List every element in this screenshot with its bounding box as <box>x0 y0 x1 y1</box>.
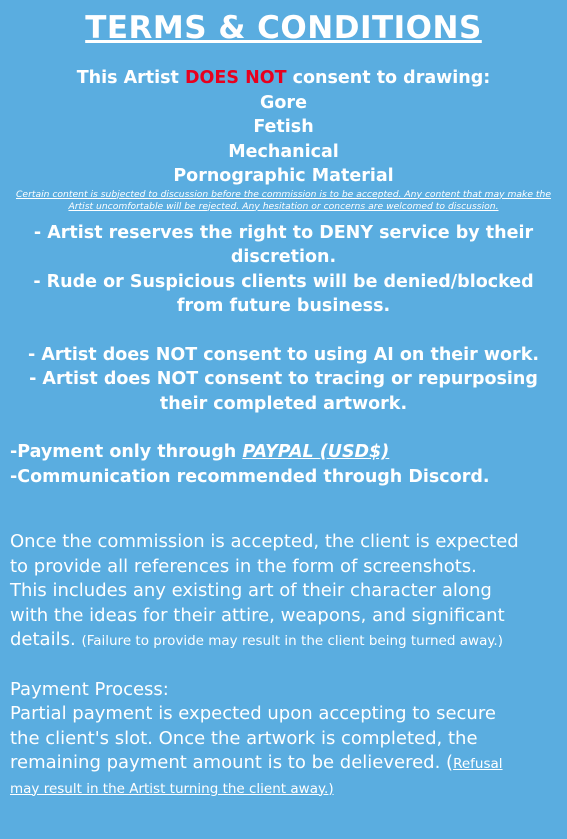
rule-deny-line1: - Artist reserves the right to DENY service by their <box>33 222 534 243</box>
consent-item-pornographic: Pornographic Material <box>173 166 394 186</box>
rule-rude-line2: from future business. <box>176 296 391 316</box>
references-note: (Failure to provide may result in the client being turned away.) <box>81 633 503 649</box>
references-paragraph <box>10 530 557 654</box>
rule-deny-line2: discretion. <box>230 247 337 267</box>
consent-heading <box>10 66 557 91</box>
payment-process-heading: Payment Process: <box>10 678 169 700</box>
rule-ai: - Artist does NOT consent to using AI on their work. <box>28 344 539 365</box>
rule-tracing-line1: - Artist does NOT consent to tracing or repurposing <box>29 369 538 389</box>
consent-item-mechanical: Mechanical <box>228 141 339 162</box>
references-line5: details. <box>10 629 76 650</box>
references-line4: with the ideas for their attire, weapons, and significant <box>10 604 505 626</box>
page-title: TERMS & CONDITIONS <box>85 10 482 46</box>
payment-process-note-part2: may result in the Artist turning the client away.) <box>10 780 334 797</box>
rule-tracing-line2: their completed artwork. <box>159 393 408 414</box>
rules-section <box>10 221 557 490</box>
payment-process-line2: the client's slot. Once the artwork is completed, the <box>10 727 478 749</box>
payment-process-line3: remaining payment amount is to be delievered. ( <box>10 752 454 773</box>
consent-emphasis: DOES NOT <box>185 68 287 88</box>
payment-process-paragraph <box>10 678 557 802</box>
consent-item-fetish: Fetish <box>253 117 314 137</box>
consent-item-gore: Gore <box>260 92 307 113</box>
payment-process-note-part1: Refusal <box>453 756 503 772</box>
references-line2: to provide all references in the form of screenshots. <box>10 555 477 577</box>
consent-prefix: This Artist <box>76 68 186 88</box>
rule-payment <box>10 440 557 465</box>
payment-process-line1: Partial payment is expected upon accepting to secure <box>10 703 496 724</box>
references-line3: This includes any existing art of their character along <box>10 580 492 601</box>
paypal-link[interactable]: PAYPAL (USD$) <box>242 442 390 462</box>
consent-suffix: consent to drawing: <box>286 68 491 88</box>
rule-rude-line1: - Rude or Suspicious clients will be denied/blocked <box>33 271 534 292</box>
disclaimer-text: Certain content is subjected to discussion before the commission is to be accepted. Any content that may make the Artist uncomfortable will be rejected. Any hesitation or concerns are welcomed to discussion. <box>16 188 551 212</box>
rule-communication: -Communication recommended through Discord. <box>10 466 490 487</box>
references-line1: Once the commission is accepted, the client is expected <box>10 531 519 552</box>
rule-payment-prefix: -Payment only through <box>10 442 243 462</box>
